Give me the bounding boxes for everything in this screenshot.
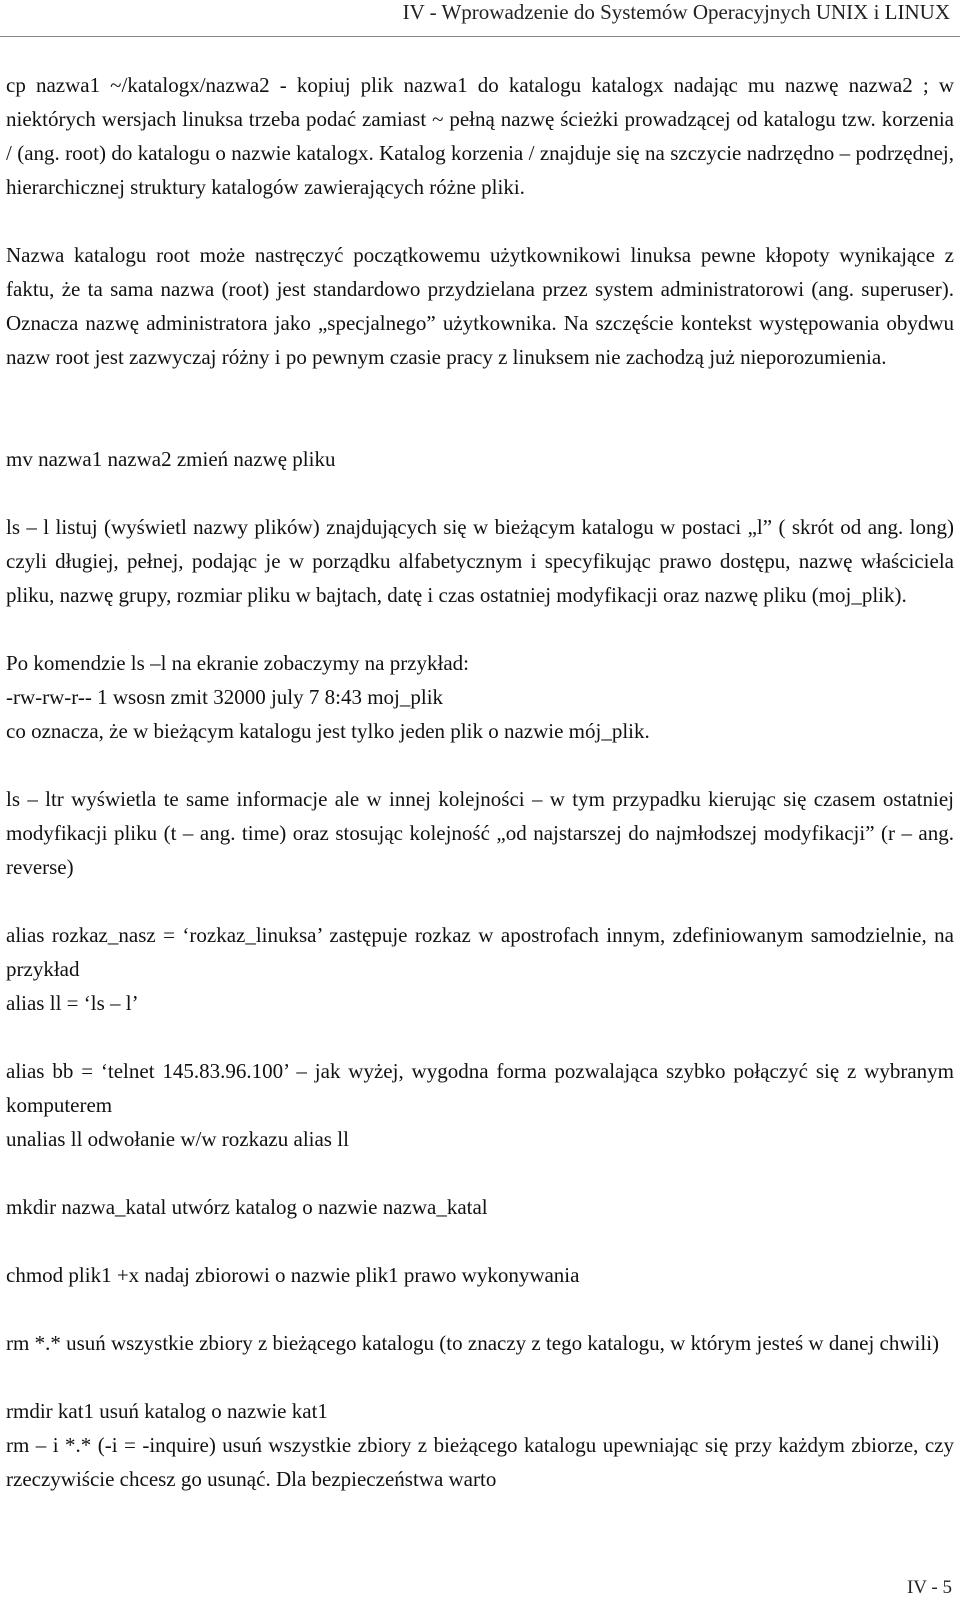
paragraph-root: Nazwa katalogu root może nastręczyć początkowemu użytkownikowi linuksa pewne kłopoty wynikające z faktu, że ta sama nazwa (root) jest standardowo przydzielana przez system administratorowi (ang. superuser). Oznacza nazwę administratora jako „specjalnego” użytkownika. Na szczęście kontekst występowania obydwu nazw root jest zazwyczaj różny i po pewnym czasie pracy z linuksem nie zachodzą już nieporozumienia. [6,243,954,369]
running-header: IV - Wprowadzenie do Systemów Operacyjnych UNIX i LINUX [402,0,950,24]
paragraph-rm-i: rm – i *.* (-i = -inquire) usuń wszystkie zbiory z bieżącego katalogu upewniając się przy każdym zbiorze, czy rzeczywiście chcesz go usunąć. Dla bezpieczeństwa warto [6,1433,954,1491]
paragraph-cp: cp nazwa1 ~/katalogx/nazwa2 - kopiuj plik nazwa1 do katalogu katalogx nadając mu nazwę nazwa2 ; w niektórych wersjach linuksa trzeba podać zamiast ~ pełną nazwę ścieżki prowadzącej od katalogu tzw. korzenia / (ang. root) do katalogu o nazwie katalogx. Katalog korzenia / znajduje się na szczycie nadrzędno – podrzędnej, hierarchicznej struktury katalogów zawierających różne pliki. [6,73,954,199]
paragraph-po-komendzie: Po komendzie ls –l na ekranie zobaczymy na przykład: [6,651,470,675]
paragraph-alias-def: alias rozkaz_nasz = ‘rozkaz_linuksa’ zastępuje rozkaz w apostrofach innym, zdefiniowanym samodzielnie, na przykład [6,923,954,981]
paragraph-rm: rm *.* usuń wszystkie zbiory z bieżącego katalogu (to znaczy z tego katalogu, w którym jesteś w danej chwili) [6,1331,940,1355]
paragraph-mv: mv nazwa1 nazwa2 zmień nazwę pliku [6,447,336,471]
paragraph-chmod: chmod plik1 +x nadaj zbiorowi o nazwie plik1 prawo wykonywania [6,1263,580,1287]
paragraph-ls-l: ls – l listuj (wyświetl nazwy plików) znajdujących się w bieżącym katalogu w postaci „l” ( skrót od ang. long) czyli długiej, pełnej, podając je w porządku alfabetycznym i specyfikując prawo dostępu, nazwę właściciela pliku, nazwę grupy, rozmiar pliku w bajtach, datę i czas ostatniej modyfikacji oraz nazwę pliku (moj_plik). [6,515,954,607]
paragraph-mkdir: mkdir nazwa_katal utwórz katalog o nazwie nazwa_katal [6,1195,488,1219]
paragraph-rmdir: rmdir kat1 usuń katalog o nazwie kat1 [6,1399,328,1423]
paragraph-unalias: unalias ll odwołanie w/w rozkazu alias ll [6,1127,349,1151]
paragraph-alias-bb: alias bb = ‘telnet 145.83.96.100’ – jak wyżej, wygodna forma pozwalająca szybko połączyć się z wybranym komputerem [6,1059,954,1117]
ls-output-example: -rw-rw-r-- 1 wsosn zmit 32000 july 7 8:43 moj_plik [6,685,444,709]
paragraph-ls-ltr: ls – ltr wyświetla te same informacje ale w innej kolejności – w tym przypadku kierując się czasem ostatniej modyfikacji pliku (t – ang. time) oraz stosując kolejność „od najstarszej do najmłodszej modyfikacji” (r – ang. reverse) [6,787,954,879]
header-rule [0,36,960,37]
paragraph-alias-ll: alias ll = ‘ls – l’ [6,991,139,1015]
page-number: IV - 5 [906,1577,952,1598]
paragraph-co-oznacza: co oznacza, że w bieżącym katalogu jest tylko jeden plik o nazwie mój_plik. [6,719,650,743]
